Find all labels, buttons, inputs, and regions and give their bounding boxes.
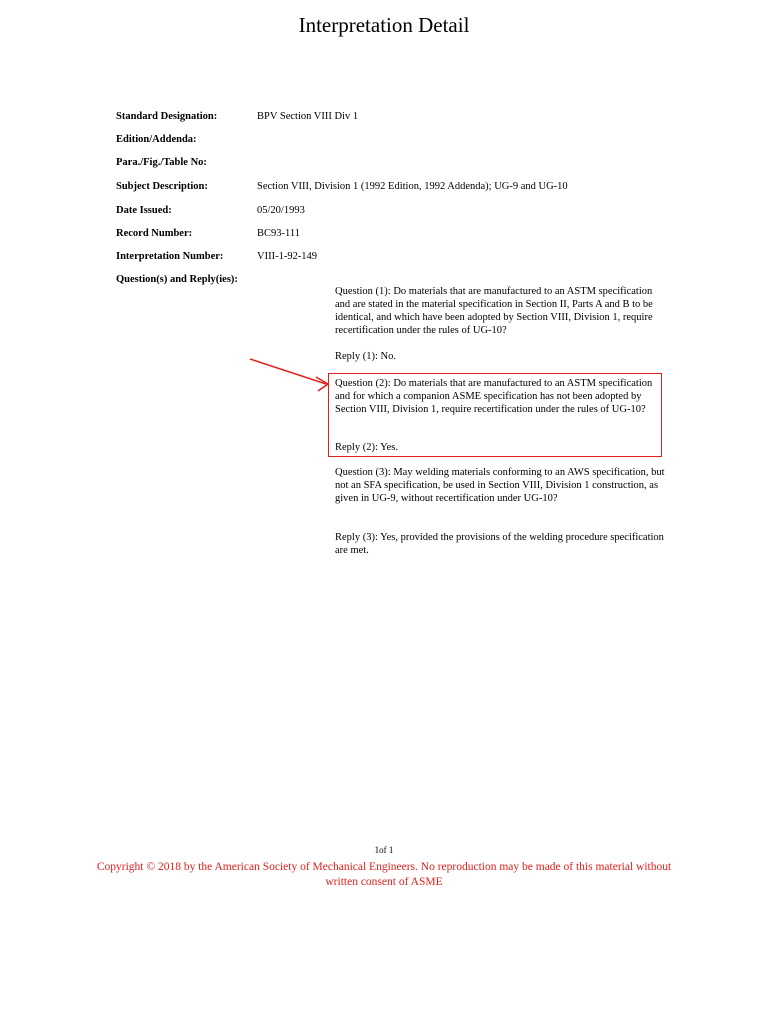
question-3: Question (3): May welding materials conforming to an AWS specification, but not an SFA specification, be used in Section VIII, Division 1 construction, as given in UG-9, without recertification under UG-10? [335,467,665,504]
reply-3: Reply (3): Yes, provided the provisions of the welding procedure specification are met. [335,532,664,556]
reply-2: Reply (2): Yes. [335,442,399,453]
record-number-label: Record Number: [116,228,193,239]
highlight-box [328,373,662,457]
record-number-value: BC93-111 [257,228,300,239]
question-1: Question (1): Do materials that are manufactured to an ASTM specification and are stated in the material specification in Section II, Parts A and B to be identical, and which have been adopted by Section VIII, Division 1, require recertification under the rules of UG-10? [335,286,653,336]
page-title: Interpretation Detail [298,13,470,37]
standard-designation-value: BPV Section VIII Div 1 [257,111,359,122]
interpretation-number-label: Interpretation Number: [116,251,224,262]
para-fig-table-label: Para./Fig./Table No: [116,157,207,168]
page-number: 1of 1 [374,845,394,855]
date-issued-label: Date Issued: [116,205,172,216]
interpretation-number-value: VIII-1-92-149 [257,251,318,262]
subject-description-label: Subject Description: [116,181,208,192]
standard-designation-label: Standard Designation: [116,111,218,122]
question-2: Question (2): Do materials that are manufactured to an ASTM specification and for which a companion ASME specification has not been adopted by Section VIII, Division 1, require recertification under the rules of UG-10? [335,378,653,415]
edition-addenda-label: Edition/Addenda: [116,134,197,145]
reply-1: Reply (1): No. [335,351,396,362]
subject-description-value: Section VIII, Division 1 (1992 Edition, 1992 Addenda); UG-9 and UG-10 [257,181,568,192]
questions-replies-label: Question(s) and Reply(ies): [116,274,238,285]
copyright-notice: Copyright © 2018 by the American Society of Mechanical Engineers. No reproduction may be made of this material without written consent of ASME [96,861,672,888]
date-issued-value: 05/20/1993 [257,205,305,216]
